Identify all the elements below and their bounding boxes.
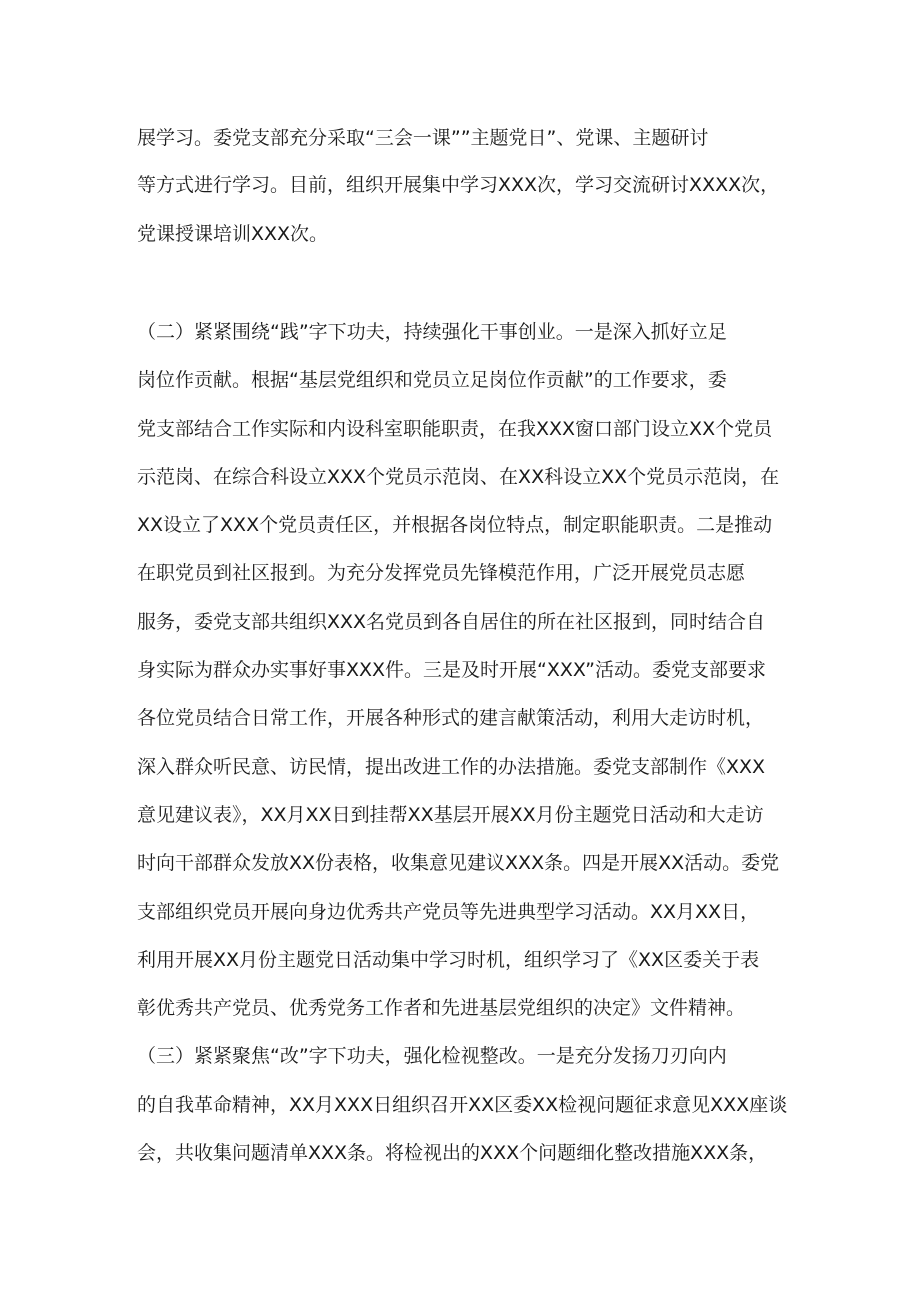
text-line: 党课授课培训XXX次。 (137, 223, 329, 245)
text-line: 会，共收集问题清单XXX条。将检视出的XXX个问题细化整改措施XXX条， (137, 1142, 768, 1164)
text-line: 支部组织党员开展向身边优秀共产党员等先进典型学习活动。XX月XX日， (137, 901, 760, 923)
text-line: 示范岗、在综合科设立XXX个党员示范岗、在XX科设立XX个党员示范岗，在 (137, 466, 780, 488)
text-line: XX设立了XXX个党员责任区，并根据各岗位特点，制定职能职责。二是推动 (137, 514, 773, 536)
text-line: 彰优秀共产党员、优秀党务工作者和先进基层党组织的决定》文件精神。 (137, 997, 746, 1019)
text-line: 等方式进行学习。目前，组织开展集中学习XXX次，学习交流研讨XXXX次， (137, 174, 780, 196)
text-line: （二）紧紧围绕“践”字下功夫，持续强化干事创业。一是深入抓好立足 (137, 321, 727, 343)
text-line: 在职党员到社区报到。为充分发挥党员先锋模范作用，广泛开展党员志愿 (137, 562, 746, 584)
text-line: 深入群众听民意、访民情，提出改进工作的办法措施。委党支部制作《XXX (137, 756, 766, 778)
text-line: 各位党员结合日常工作，开展各种形式的建言献策活动，利用大走访时机， (137, 707, 765, 729)
text-line: 利用开展XX月份主题党日活动集中学习时机，组织学习了《XX区委关于表 (137, 949, 760, 971)
text-line: 意见建议表》，XX月XX日到挂帮XX基层开展XX月份主题党日活动和大走访 (137, 804, 764, 826)
text-line: 岗位作贡献。根据“基层党组织和党员立足岗位作贡献”的工作要求，委 (137, 369, 727, 391)
text-line: 身实际为群众办实事好事XXX件。三是及时开展“XXX”活动。委党支部要求 (137, 659, 767, 681)
text-line: 服务，委党支部共组织XXX名党员到各自居住的所在社区报到，同时结合自 (137, 611, 766, 633)
text-line: 展学习。委党支部充分采取“三会一课””主题党日”、党课、主题研讨 (137, 127, 709, 149)
text-line: 党支部结合工作实际和内设科室职能职责，在我XXX窗口部门设立XX个党员 (137, 418, 773, 440)
text-line: 的自我革命精神，XX月XXX日组织召开XX区委XX检视问题征求意见XXX座谈 (137, 1094, 788, 1116)
text-line: （三）紧紧聚焦“改”字下功夫，强化检视整改。一是充分发扬刀刃向内 (137, 1045, 727, 1067)
text-line: 时向干部群众发放XX份表格，收集意见建议XXX条。四是开展XX活动。委党 (137, 852, 780, 874)
